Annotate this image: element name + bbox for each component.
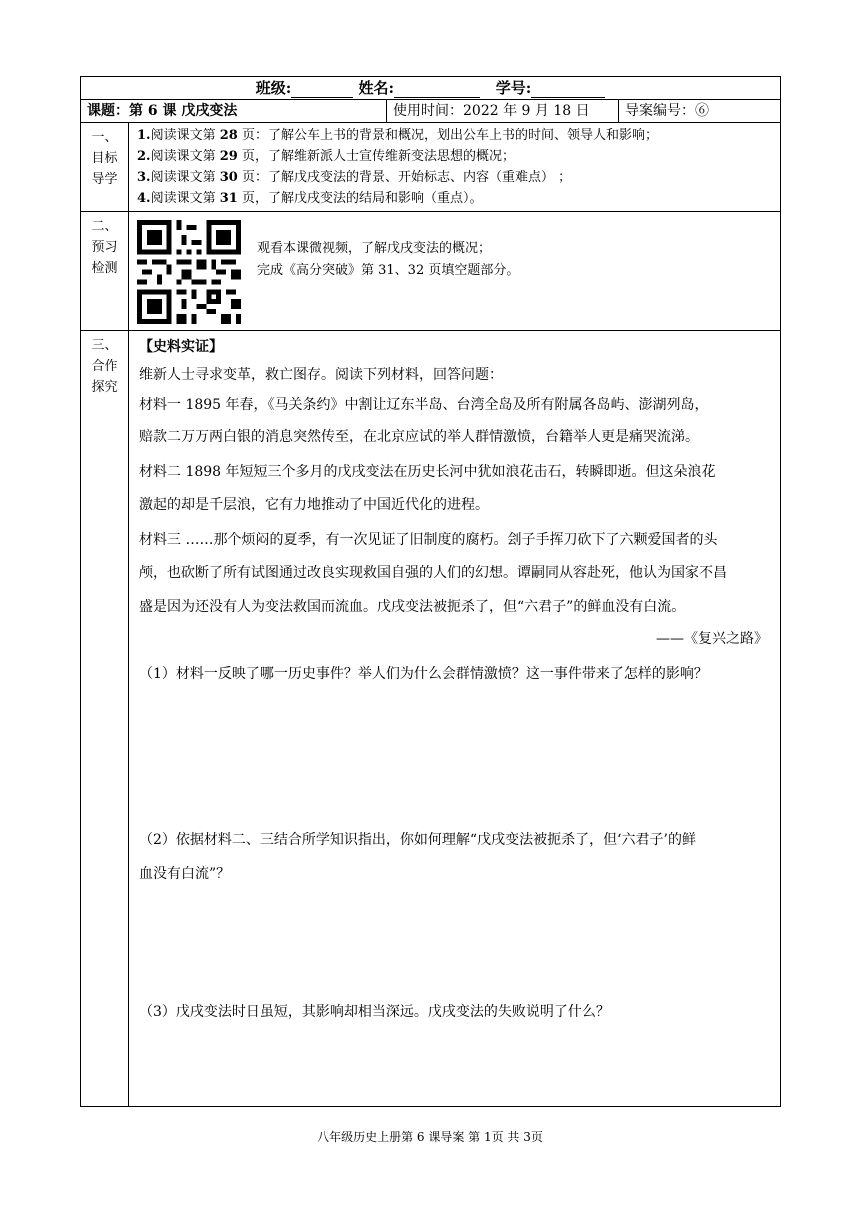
name-label: 姓名: [358, 79, 395, 97]
intro-text: 维新人士寻求变革，救亡图存。阅读下列材料，回答问题： [139, 367, 503, 383]
preview-check [129, 212, 781, 331]
preview-line-1: 观看本课微视频，了解戊戌变法的概况； [257, 241, 492, 256]
section-title: 【史料实证】 [139, 339, 223, 355]
student-id-blank[interactable] [531, 81, 605, 98]
goal-item: 2.阅读课文第 29 页，了解维新派人士宣传维新变法思想的概况； [137, 149, 515, 164]
preview-line-2: 完成《高分突破》第 31、32 页填空题部分。 [257, 263, 520, 278]
cooperative-inquiry [129, 331, 781, 1107]
use-time: 使用时间：2022 年 9 月 18 日 [387, 100, 619, 123]
material-3-line-2: 颅，也砍断了所有试图通过改良实现救国自强的人们的幻想。谭嗣同从容赴死，他认为国家不昌 [139, 565, 727, 581]
material-2-line-2: 激起的却是千层浪，它有力地推动了中国近代化的进程。 [139, 497, 489, 513]
goal-item: 1.阅读课文第 28 页：了解公车上书的背景和概况，划出公车上书的时间、领导人和影响； [137, 128, 658, 143]
material-3-line-1: 材料三 ……那个烦闷的夏季，有一次见证了旧制度的腐朽。刽子手挥刀砍下了六颗爱国者的头 [139, 532, 718, 548]
coop-section-label: 三、 合作 探究 [81, 331, 129, 1107]
question-2-line-2: 血没有白流”？ [139, 866, 231, 882]
lesson-subject: 课题：第 6 课 戊戌变法 [81, 100, 387, 123]
material-1-line-1: 材料一 1895 年春，《马关条约》中割让辽东半岛、台湾全岛及所有附属各岛屿、澎湖列岛， [139, 397, 709, 413]
preview-instructions [257, 238, 519, 282]
question-2-line-1: （2）依据材料二、三结合所学知识指出，你如何理解“戊戌变法被扼杀了，但‘六君子’的鲜 [139, 832, 696, 848]
preview-section-label: 二、 预习 检测 [81, 212, 129, 331]
learning-goals [129, 123, 781, 212]
question-3: （3）戊戌变法时日虽短，其影响却相当深远。戊戌变法的失败说明了什么？ [139, 1004, 610, 1020]
source-citation: ——《复兴之路》 [656, 631, 769, 647]
page-footer: 八年级历史上册第 6 课导案 第 1页 共 3页 [317, 1130, 543, 1144]
goals-section-label: 一、 目标 导学 [81, 123, 129, 212]
goal-item: 3.阅读课文第 30 页：了解戊戌变法的背景、开始标志、内容（重难点） ； [137, 170, 572, 185]
material-3-line-3: 盛是因为还没有人为变法救国而流血。戊戌变法被扼杀了，但“六君子”的鲜血没有白流。 [139, 599, 686, 615]
student-info-header [81, 77, 781, 100]
guide-number: 导案编号：⑥ [619, 100, 781, 123]
student-id-label: 学号: [495, 79, 532, 97]
question-1: （1）材料一反映了哪一历史事件？举人们为什么会群情激愤？这一事件带来了怎样的影响？ [139, 666, 708, 682]
class-blank[interactable] [291, 81, 353, 98]
name-blank[interactable] [394, 81, 480, 98]
goal-item: 4.阅读课文第 31 页，了解戊戌变法的结局和影响（重点）。 [137, 191, 483, 206]
material-1-line-2: 赔款二万万两白银的消息突然传至，在北京应试的举人群情激愤，台籍举人更是痛哭流涕。 [139, 429, 699, 445]
class-label: 班级: [255, 79, 292, 97]
material-2-line-1: 材料二 1898 年短短三个多月的戊戌变法在历史长河中犹如浪花击石，转瞬即逝。但这朵浪花 [139, 464, 716, 480]
study-guide-table [80, 76, 781, 1107]
qr-code-icon[interactable] [137, 220, 241, 324]
